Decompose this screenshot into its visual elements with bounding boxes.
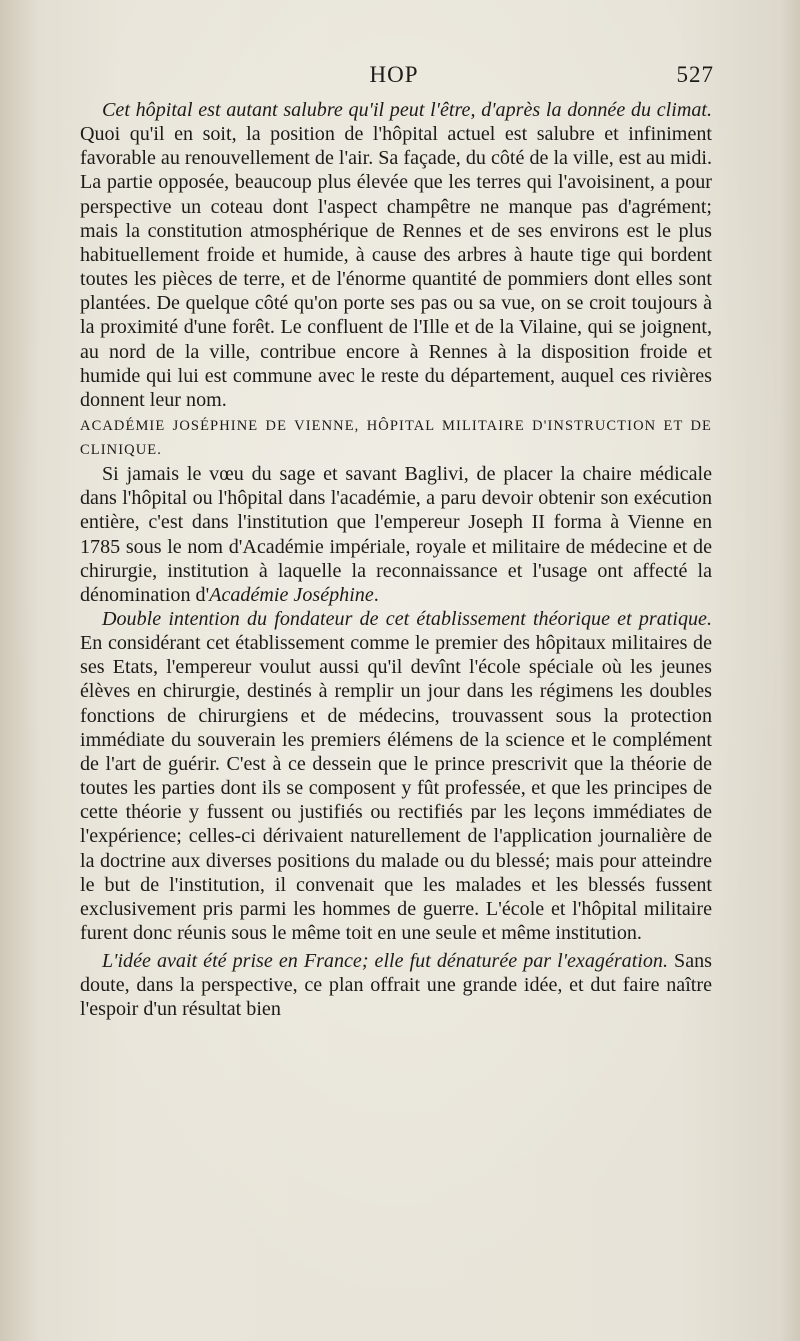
- body-text: [80, 98, 712, 1022]
- italic-term: Académie Joséphine: [209, 583, 374, 606]
- paragraph-title: L'idée avait été prise en France; elle fut dénaturée par l'exagération.: [102, 950, 669, 973]
- paragraph-text: Sans doute, dans la perspective, ce plan offrait une grande idée, et dut faire naître l'espoir d'un résultat bien: [80, 950, 713, 1021]
- paragraph-baglivi: [80, 462, 712, 607]
- paragraph-text: Quoi qu'il en soit, la position de l'hôpital actuel est salubre et infiniment favorable au renouvellement de l'air. Sa façade, du côté de la ville, est au midi. La partie opposée, beaucoup plus élevée que les terres qui l'avoisinent, a pour perspective un coteau dont l'aspect champêtre ne manque pas d'agrément; mais la constitution atmosphérique de Rennes et de ses environs est le plus habituellement froide et humide, à cause des arbres à haute tige qui bordent toutes les pièces de terre, et de l'énorme quantité de pommiers dont elles sont plantées. De quelque côté qu'on porte ses pas ou sa vue, on se croit toujours à la proximité d'une forêt. Le confluent de l'Ille et de la Vilaine, qui se joignent, au nord de la ville, contribue encore à Rennes à la disposition froide et humide qui lui est commune avec le reste du département, auquel ces rivières donnent leur nom.: [80, 123, 712, 411]
- paragraph-title: Double intention du fondateur de cet établissement théorique et pratique.: [102, 607, 712, 630]
- page-header: [78, 62, 714, 96]
- paragraph-double-intention: [80, 607, 712, 945]
- paragraph-climate: [80, 98, 712, 412]
- paragraph-text: En considérant cet établissement comme le premier des hôpitaux militaires de ses Etats, l'empereur voulut aussi qu'il devînt l'école spéciale où les jeunes élèves en chirurgie, destinés à remplir un jour dans les régimens les doubles fonctions de chirurgiens et de médecins, trouvassent sous la protection immédiate du souverain les premiers élémens de la science et le complément de l'art de guérir. C'est à ce dessein que le prince prescrivit que la théorie de toutes les parties dont ils se composent y fût professée, et que les principes de cette théorie y fussent ou justifiés ou rectifiés par les leçons immédiates de l'expérience; celles-ci dérivaient naturellement de l'application journalière de la doctrine aux diverses positions du malade ou du blessé; mais pour atteindre le but de l'institution, il convenait que les malades et les blessés fussent exclusivement pris parmi les hommes de guerre. L'école et l'hôpital militaire furent donc réunis sous le même toit en une seule et même institution.: [80, 632, 712, 944]
- paragraph-text: Si jamais le vœu du sage et savant Baglivi, de placer la chaire médicale dans l'hôpital ou l'hôpital dans l'académie, a paru devoir obtenir son exécution entière, c'est dans l'institution que l'empereur Joseph II forma à Vienne en 1785 sous le nom d'Académie impériale, royale et militaire de médecine et de chirurgie, institution à laquelle la reconnaissance et l'usage ont affecté la dénomination d': [80, 463, 712, 606]
- paragraph-title: Cet hôpital est autant salubre qu'il peut l'être, d'après la donnée du climat.: [102, 99, 712, 121]
- page-number: 527: [676, 62, 714, 87]
- paragraph-text-end: .: [373, 583, 379, 606]
- paragraph-france: [80, 949, 712, 1021]
- section-heading: ACADÉMIE JOSÉPHINE DE VIENNE, HÔPITAL MILITAIRE D'INSTRUCTION ET DE CLINIQUE.: [80, 418, 712, 459]
- running-head: HOP: [369, 62, 419, 87]
